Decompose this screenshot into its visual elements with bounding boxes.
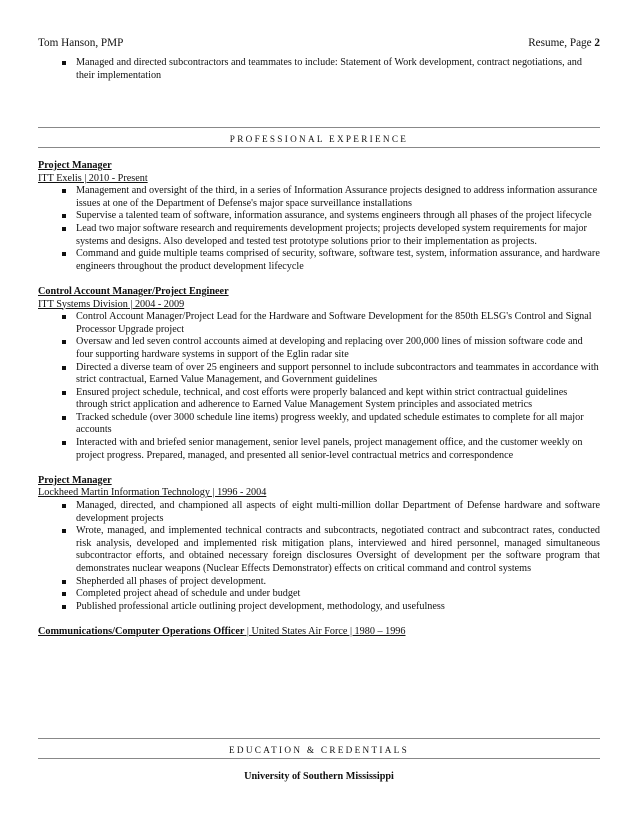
job-title: Control Account Manager/Project Engineer [38,285,229,297]
list-item [38,210,600,223]
divider [38,738,600,739]
bullet-square-icon [62,366,66,370]
job-entry [38,286,600,462]
page-number: 2 [594,37,600,49]
experience-section [38,160,600,639]
spacer [38,613,600,626]
education-school: University of Southern Mississippi [244,771,394,782]
header-page-label [528,37,600,50]
bullet-square-icon [62,214,66,218]
job-company: ITT Exelis | 2010 - Present [38,172,148,184]
bullet-text: Lead two major software research and requirements development projects; projects developed system requirements for major systems and designs. Also developed and tested test prototype solutions prior to their implementation as projects. [76,222,587,247]
bullet-text: Oversaw and led seven control accounts aimed at developing and replacing over 200,000 lines of mission software code and four supporting hardware systems in support of the Eglin radar site [76,336,583,360]
job-company: Lockheed Martin Information Technology | 1996 - 2004 [38,487,267,499]
header-name: Tom Hanson, PMP [38,37,124,49]
job-company: ITT Systems Division | 2004 - 2009 [38,298,185,310]
bullet-square-icon [62,605,66,609]
bullet-square-icon [62,529,66,533]
bullet-text: Management and oversight of the third, in a series of Information Assurance projects designed to address information assurance issues at one of the Department of Defense's major space surveillance installations [76,185,598,209]
divider [38,127,600,128]
list-item [38,336,600,361]
spacer [38,462,600,475]
list-item [38,437,600,462]
section-heading-education [38,744,600,757]
list-item [38,311,600,336]
list-item [38,412,600,437]
bullet-square-icon [62,592,66,596]
bullet-text: Managed, directed, and championed all aspects of eight multi-million dollar Department of Defense hardware and software development projects [76,500,600,524]
section-heading-experience [38,133,600,146]
bullet-text: Interacted with and briefed senior management, senior level panels, project management office, and the customer weekly on project progress. Prepared, managed, and presented all senior-level contractual metrics and correspondence [76,437,583,461]
divider [38,147,600,148]
bullet-square-icon [62,340,66,344]
bullet-text: Shepherded all phases of project development. [76,575,267,587]
bullet-text: Managed and directed subcontractors and teammates to include: Statement of Work development, contract negotiations, and their implementation [76,57,582,81]
bullet-text: Completed project ahead of schedule and under budget [76,588,301,600]
bullet-square-icon [62,61,66,65]
list-item [38,525,600,575]
page-label-text: Resume, Page [528,37,595,49]
job-title: Project Manager [38,160,112,171]
job-entry [38,475,600,614]
bullet-square-icon [62,252,66,256]
bullet-text: Control Account Manager/Project Lead for the Hardware and Software Development for the 850th ELSG's Control and Signal Processor Upgrade project [76,311,592,335]
list-item [38,576,600,589]
bullet-text: Directed a diverse team of over 25 engineers and support personnel to include subcontractors and teammates in accordance with strict contractual, Earned Value Management, and Government guidelines [76,361,599,386]
bullet-square-icon [62,504,66,508]
bullet-text: Published professional article outlining project development, methodology, and usefulness [76,600,445,612]
section-heading-text: EDUCATION & CREDENTIALS [229,745,409,755]
bullet-text: Tracked schedule (over 3000 schedule line items) progress weekly, and updated schedule estimates to complete for all major accounts [76,411,584,436]
bullet-square-icon [62,391,66,395]
list-item [38,223,600,248]
section-heading-text: PROFESSIONAL EXPERIENCE [229,134,409,144]
bullet-square-icon [62,580,66,584]
job-title: Project Manager [38,474,112,486]
list-item [38,588,600,601]
divider [38,758,600,759]
job-company: | United States Air Force | 1980 – 1996 [244,625,406,637]
bullet-square-icon [62,416,66,420]
bullet-text: Supervise a talented team of software, information assurance, and systems engineers through all phases of the project lifecycle [76,210,592,222]
list-item [38,500,600,525]
job-entry [38,160,600,273]
intro-bullets [38,57,600,82]
bullet-square-icon [62,189,66,193]
list-item [38,362,600,387]
list-item [38,248,600,273]
bullet-square-icon [62,315,66,319]
list-item [38,185,600,210]
bullet-text: Wrote, managed, and implemented technical contracts and subcontracts, negotiated contract and subcontract rates, conducted risk analysis, developed and implemented risk mitigation plans, interviewed and hired personnel, managed simultaneous subcontractor efforts, and obtained necessary foreign disclosures Oversight of development per the software program that demonstrates nuclear weapons (Nuclear Effects Demonstrator) effects on critical command and control systems [76,525,600,574]
bullet-square-icon [62,227,66,231]
bullet-text: Command and guide multiple teams comprised of security, software, software test, system, information assurance, and hardware engineers throughout the product development lifecycle [76,248,600,272]
job-title: Communications/Computer Operations Officer [38,625,245,637]
list-item [38,387,600,412]
list-item [38,601,600,614]
bullet-square-icon [62,441,66,445]
spacer [38,273,600,286]
bullet-text: Ensured project schedule, technical, and cost efforts were properly balanced and kept within strict contractual guidelines through strict application and adherence to Earned Value Management System principles and associated metrics [76,386,568,411]
job-entry-last [38,626,600,639]
list-item [38,57,600,82]
